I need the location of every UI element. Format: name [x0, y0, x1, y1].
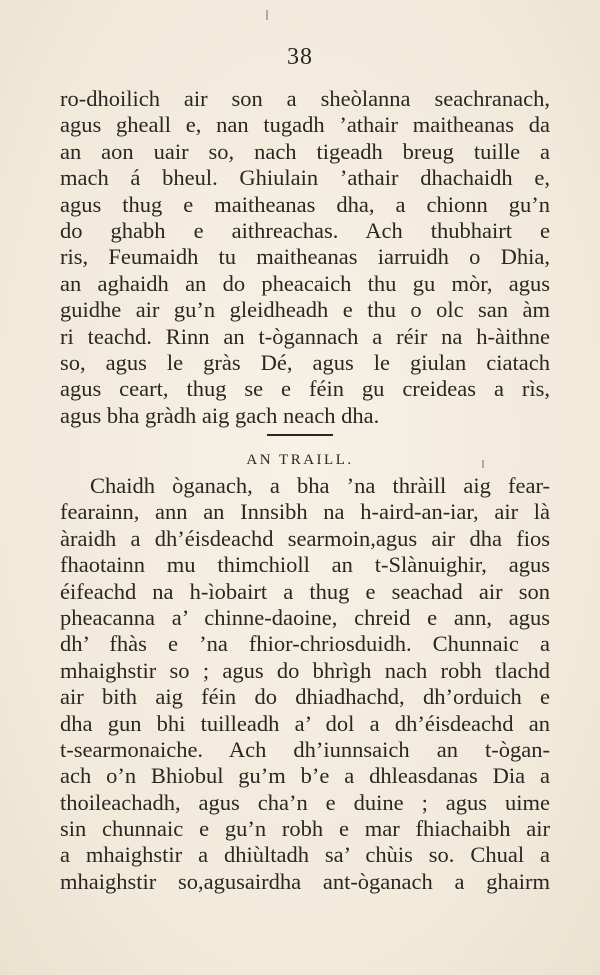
- text-line: ris, Feumaidh tu maitheanas iarruidh o Dhia,: [60, 244, 550, 270]
- text-line: guidhe air gu’n gleidheadh e thu o olc san àm: [60, 297, 550, 323]
- text-line: dh’ fhàs e ’na fhior-chriosduidh. Chunnaic a: [60, 631, 550, 657]
- text-line: do ghabh e aithreachas. Ach thubhairt e: [60, 217, 550, 243]
- text-line: agus thug e maitheanas dha, a chionn gu’n: [60, 191, 550, 217]
- page-number: 38: [287, 44, 313, 70]
- text-line: ach o’n Bhiobul gu’m b’e a dhleasdanas Dia a: [60, 763, 550, 789]
- text-line: sin chunnaic e gu’n robh e mar fhiachaibh air: [60, 816, 550, 842]
- text-line: agus gheall e, nan tugadh ’athair maitheanas da: [60, 112, 550, 138]
- text-line: fearainn, ann an Innsibh na h-aird-an-iar, air là: [60, 499, 550, 525]
- text-line: Chaidh òganach, a bha ’na thràill aig fear-: [90, 473, 550, 498]
- text-line: dha gun bhi tuilleadh a’ dol a dh’éisdeachd an: [60, 710, 550, 736]
- text-line: a mhaighstir a dhiùltadh sa’ chùis so. Chual a: [60, 842, 550, 868]
- text-line: àraidh a dh’éisdeachd searmoin,agus air dha fios: [60, 525, 550, 551]
- text-line: air bith aig féin do dhiadhachd, dh’orduich e: [60, 684, 550, 710]
- text-line: an aon uair so, nach tigeadh breug tuille a: [60, 138, 550, 164]
- text-line: mhaighstir so ; agus do bhrìgh nach robh tlachd: [60, 657, 550, 683]
- paragraph-1: [60, 86, 550, 429]
- text-line: mach á bheul. Ghiulain ’athair dhachaidh e,: [60, 165, 550, 191]
- text-line: agus bha gràdh aig gach neach dha.: [60, 402, 380, 428]
- paper-speck: [266, 10, 268, 20]
- text-line: éifeachd na h-ìobairt a thug e seachad air son: [60, 578, 550, 604]
- text-line: ri teachd. Rinn an t-ògannach a réir na h-àithne: [60, 323, 550, 349]
- text-line: agus ceart, thug se e féin gu creideas a rìs,: [60, 376, 550, 402]
- section-heading: AN TRAILL.: [246, 452, 354, 468]
- text-line: t-searmonaiche. Ach dh’iunnsaich an t-ògan-: [60, 736, 550, 762]
- text-line: so, agus le gràs Dé, agus le giulan ciatach: [60, 349, 550, 375]
- text-line: mhaighstir so,agusairdha ant-òganach a ghairm: [60, 868, 550, 894]
- text-line: thoileachadh, agus cha’n e duine ; agus uime: [60, 789, 550, 815]
- text-line: pheacanna a’ chinne-daoine, chreid e ann, agus: [60, 604, 550, 630]
- section-divider: [267, 434, 333, 436]
- text-line: fhaotainn mu thimchioll an t-Slànuighir, agus: [60, 552, 550, 578]
- text-line: ro-dhoilich air son a sheòlanna seachranach,: [60, 86, 550, 111]
- paragraph-2: [60, 473, 550, 895]
- text-line: an aghaidh an do pheacaich thu gu mòr, agus: [60, 270, 550, 296]
